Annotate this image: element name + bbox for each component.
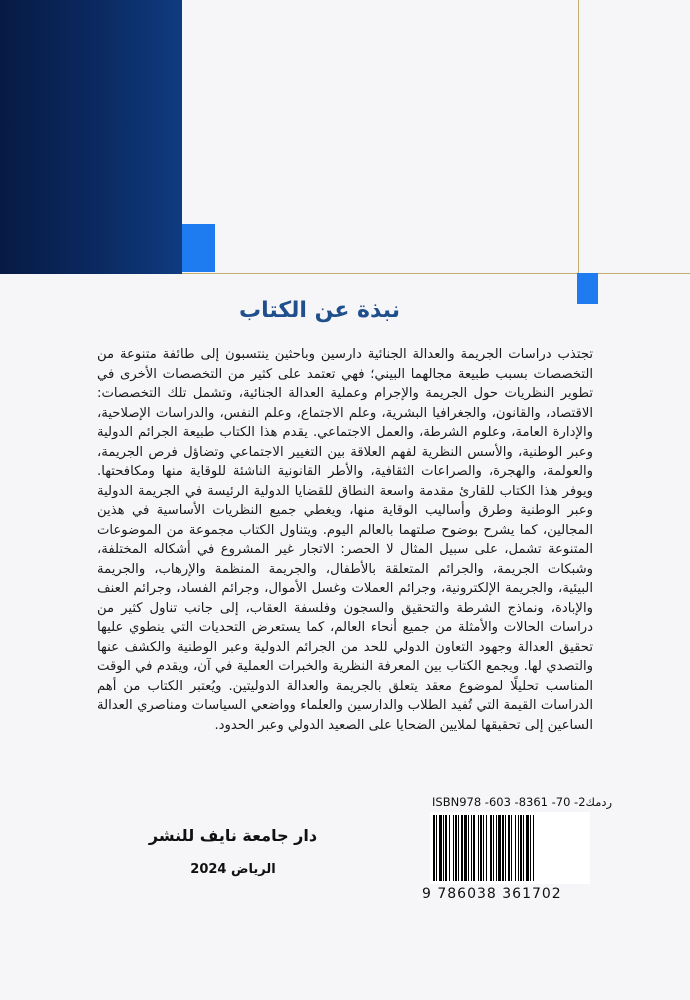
barcode — [430, 812, 590, 884]
barcode-bar — [493, 815, 494, 881]
publisher-name: دار جامعة نايف للنشر — [148, 826, 318, 845]
barcode-bar — [455, 815, 457, 881]
isbn-label — [432, 795, 612, 809]
barcode-bar — [533, 815, 534, 881]
barcode-bar — [515, 815, 516, 881]
barcode-bar — [502, 815, 504, 881]
barcode-bar — [443, 815, 444, 881]
barcode-bar — [458, 815, 459, 881]
accent-square-right — [577, 273, 598, 304]
barcode-bar — [449, 815, 450, 881]
barcode-bar — [480, 815, 482, 881]
barcode-bar — [508, 815, 510, 881]
barcode-bar — [468, 815, 469, 881]
barcode-bar — [496, 815, 497, 881]
barcode-bar — [433, 815, 435, 881]
barcode-bar — [436, 815, 437, 881]
barcode-bar — [490, 815, 492, 881]
barcode-bar — [464, 815, 467, 881]
barcode-bar — [445, 815, 447, 881]
barcode-bar — [471, 815, 472, 881]
gold-divider-horizontal — [182, 273, 690, 274]
isbn-prefix: ISBN — [432, 795, 460, 809]
cover-navy-block — [0, 0, 182, 274]
barcode-bar — [453, 815, 454, 881]
barcode-bar — [523, 815, 524, 881]
barcode-bar — [530, 815, 531, 881]
barcode-bar — [439, 815, 442, 881]
book-description: تجتذب دراسات الجريمة والعدالة الجنائية دارسين وباحثين ينتسبون إلى طائفة متنوعة من التخصصات بسبب طبيعة مجالهما البيني؛ فهي تعتمد على كثير من التخصصات الأخرى في تطوير النظريات حول الجريمة والإجرام وعملية العدالة الجنائية، وتشمل تلك التخصصات: الاقتصاد، والقانون، والجغرافيا البشرية، وعلم الاجتماع، وعلم النفس، والدراسات الإصلاحية، والإدارة العامة، وعلوم الشرطة، والعمل الاجتماعي. يقدم هذا الكتاب طبيعة الجرائم الدولية وعبر الوطنية، والأسس النظرية لفهم العلاقة بين التغيير الاجتماعي وتضاؤل فرص الجريمة، والعولمة، والهجرة، والصراعات الثقافية، والأطر القانونية الناشئة للوقاية منها ومكافحتها. ويوفر هذا الكتاب للقارئ مقدمة واسعة النطاق للقضايا الدولية الرئيسة في الجريمة الدولية وعبر الوطنية وطرق وأساليب الوقاية منها، ويغطي جميع النظريات الأساسية في هذين المجالين، كما يشرح بوضوح صلتهما بالعالم اليوم. ويتناول الكتاب مجموعة من الموضوعات المتنوعة تشمل، على سبيل المثال لا الحصر: الاتجار غير المشروع في أشكاله المختلفة، وشبكات الجريمة، والجرائم المتعلقة بالأطفال، والجريمة المنظمة والإرهاب، والجريمة البيئية، والجريمة الإلكترونية، وجرائم العملات وغسل الأموال، وجرائم الفساد، وجرائم العنف والإبادة، ونماذج الشرطة والتحقيق والسجون وفلسفة العقاب، إلى جانب تناول كثير من دراسات الحالات والأمثلة من جميع أنحاء العالم، كما يستعرض التحديات التي ينطوي عليها تحقيق العدالة وجهود التعاون الدولي للحد من الجرائم الدولية وعبر الوطنية والكشف عنها والتصدي لها. ويجمع الكتاب بين المعرفة النظرية والخبرات العملية في آن، ويقدم في الوقت المناسب تحليلًا لموضوع معقد يتعلق بالجريمة والعدالة الدوليتين. ويُعتبر الكتاب من أهم الدراسات القيمة التي تُفيد الطلاب والدارسين والعلماء وواضعي السياسات ومناصري العدالة الساعين إلى تحقيقها لملايين الضحايا على الصعيد الدولي وعبر الحدود. — [97, 347, 593, 733]
section-heading: نبذة عن الكتاب — [238, 298, 400, 323]
barcode-bar — [520, 815, 522, 881]
barcode-bar — [526, 815, 529, 881]
barcode-bar — [518, 815, 519, 881]
barcode-bar — [483, 815, 484, 881]
barcode-bar — [486, 815, 487, 881]
isbn-arabic-label: ردمك — [585, 795, 613, 809]
gold-divider-vertical — [578, 0, 579, 273]
barcode-bar — [478, 815, 479, 881]
publication-place-year: الرياض 2024 — [190, 862, 276, 877]
barcode-bar — [505, 815, 506, 881]
barcode-bar — [498, 815, 501, 881]
accent-square-left — [182, 224, 215, 272]
barcode-digits: 9 786038 361702 — [422, 886, 562, 902]
barcode-bar — [511, 815, 512, 881]
barcode-bar — [473, 815, 475, 881]
isbn-number: 978 -603 -8361 -70 -2 — [459, 795, 586, 809]
barcode-bar — [461, 815, 463, 881]
